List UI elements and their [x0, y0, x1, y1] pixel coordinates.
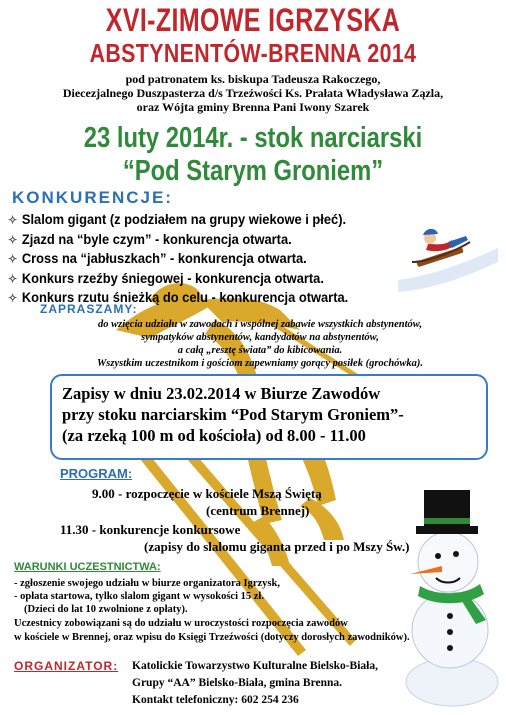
conditions-line: - opłata startowa, tylko slalom gigant w wysokości 15 zł.	[14, 591, 264, 602]
snowman-icon	[402, 470, 502, 710]
list-item	[8, 210, 348, 230]
star-bullet-icon: ✧	[8, 291, 18, 305]
competition-label: Slalom gigant (z podziałem na grupy wiekowe i płeć).	[21, 211, 347, 227]
program-line: (zapisy do slalomu giganta przed i po Mszy Św.)	[144, 539, 410, 554]
contact-phone: Kontakt telefoniczny: 602 254 236	[132, 694, 299, 706]
list-item	[8, 249, 348, 269]
program-line: 11.30 - konkurencje konkursowe	[60, 522, 241, 537]
event-venue: “Pod Starym Groniem”	[122, 155, 384, 187]
invitation-heading: ZAPRASZAMY:	[40, 302, 138, 316]
registration-line: przy stoku narciarskim “Pod Starym Groniem”-	[62, 405, 404, 424]
list-item	[8, 230, 348, 250]
star-bullet-icon: ✧	[8, 232, 18, 247]
patronage-line: pod patronatem ks. biskupa Tadeusza Rakoczego,	[125, 72, 381, 86]
invitation-line: sympatyków abstynentów, kandydatów na abstynentów,	[141, 332, 379, 343]
registration-text	[62, 383, 482, 446]
title-line-1: XVI-ZIMOWE IGRZYSKA	[105, 2, 401, 38]
conditions-line: (Dzieci do lat 10 zwolnione z opłaty).	[24, 604, 188, 615]
invitation-text	[30, 318, 490, 370]
invitation-line: do wzięcia udziału w zawodach i wspólnej zabawie wszystkich abstynentów,	[98, 319, 422, 330]
child-on-sled-icon	[398, 218, 498, 298]
star-bullet-icon: ✧	[8, 271, 18, 286]
competition-label: Zjazd na “byle czym” - konkurencja otwarta.	[21, 230, 292, 247]
registration-line: Zapisy w dniu 23.02.2014 w Biurze Zawodów	[62, 384, 381, 403]
patronage-line: Diecezjalnego Duszpasterza d/s Trzeźwości Ks. Prałata Władysława Zązla,	[62, 86, 444, 100]
invitation-line: a całą „resztę świata” do kibicowania.	[177, 345, 343, 356]
organizer-heading: ORGANIZATOR:	[14, 659, 119, 673]
competitions-list	[8, 210, 378, 308]
program-line: 9.00 - rozpoczęcie w kościele Mszą Świętą	[92, 486, 322, 501]
competition-label: Konkurs rzeźby śniegowej - konkurencja otwarta.	[21, 269, 324, 286]
organizer-line: Katolickie Towarzystwo Kulturalne Bielsko-Biała,	[132, 660, 378, 672]
patronage-line: oraz Wójta gminy Brenna Pani Iwony Szarek	[136, 100, 370, 114]
list-item	[8, 269, 348, 289]
competition-label: Cross na “jabłuszkach” - konkurencja otwarta.	[21, 250, 307, 266]
invitation-line: Wszystkim uczestnikom i gościom zapewniamy gorący posiłek (grochówka).	[96, 358, 424, 369]
program-line: (centrum Brennej)	[206, 503, 310, 518]
competition-label: Konkurs rzutu śnieżką do celu - konkurencja otwarta.	[21, 289, 349, 305]
title-line-2: ABSTYNENTÓW-BRENNA 2014	[89, 38, 417, 68]
conditions-heading: WARUNKI UCZESTNICTWA:	[14, 561, 161, 573]
registration-line: (za rzeką 100 m od kościoła) od 8.00 - 11.00	[62, 426, 366, 445]
conditions-line: Uczestnicy zobowiązani są do udziału w uroczystości rozpoczęcia zawodów	[14, 618, 348, 629]
star-bullet-icon: ✧	[8, 213, 18, 227]
organizer-line: Grupy “AA” Bielsko-Biała, gmina Brenna.	[132, 677, 343, 689]
star-bullet-icon: ✧	[8, 252, 18, 266]
conditions-line: - zgłoszenie swojego udziału w biurze organizatora Igrzysk,	[14, 578, 280, 589]
event-date: 23 luty 2014r. - stok narciarski	[83, 122, 423, 154]
program-heading: PROGRAM:	[60, 466, 133, 481]
competitions-heading: KONKURENCJE:	[12, 188, 173, 207]
conditions-line: w kościele w Brennej, oraz wpisu do Księgi Trzeźwości (dotyczy dorosłych zawodników).	[14, 632, 410, 643]
patronage-text	[0, 72, 506, 114]
